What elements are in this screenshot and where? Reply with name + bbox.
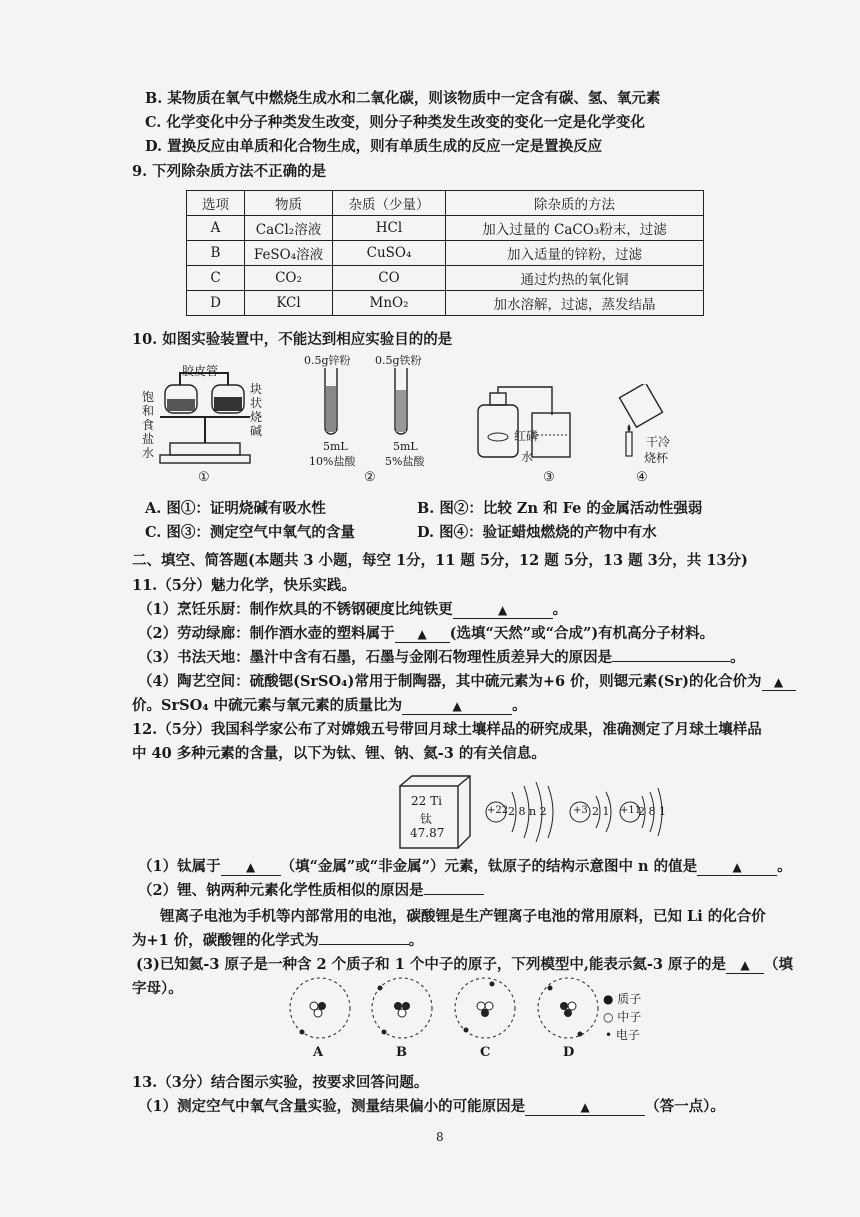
water-label: 水 xyxy=(521,450,534,464)
answer-marker: ▲ xyxy=(773,675,784,689)
table-cell: 加水溶解，过滤，蒸发结晶 xyxy=(446,291,704,316)
answer-marker: ▲ xyxy=(732,860,742,874)
q12-part2 xyxy=(138,879,484,900)
q10-option-d: D. 图④：验证蜡烛燃烧的产物中有水 xyxy=(417,524,657,541)
li-atom-shells: 2 1 xyxy=(592,805,610,818)
caustic-soda-label: 块状烧碱 xyxy=(250,382,263,438)
na-atom-core: +11 xyxy=(620,805,642,816)
na-atom-shells: 2 8 1 xyxy=(638,805,666,818)
table-cell: 加入过量的 CaCO₃粉末，过滤 xyxy=(446,216,704,241)
table-cell: MnO₂ xyxy=(333,291,446,316)
legend-neutron-text: 中子 xyxy=(617,1010,642,1024)
table-row xyxy=(187,216,704,241)
q11-part3 xyxy=(138,646,745,667)
table-cell: 加入适量的锌粉，过滤 xyxy=(446,241,704,266)
q11-part2-text: （2）劳动绿廊：制作酒水壶的塑料属于 xyxy=(138,625,395,642)
ti-symbol: Ti xyxy=(430,794,442,808)
q12-part4-tail: （填 xyxy=(764,956,794,973)
test-tubes-figure xyxy=(310,368,420,438)
helium-atom-models xyxy=(280,972,610,1052)
table-header: 选项 xyxy=(187,191,245,216)
q12-part2-text: （2）锂、钠两种元素化学性质相似的原因是 xyxy=(138,882,424,899)
q11-part1-text: （1）烹饪乐厨：制作炊具的不锈钢硬度比纯铁更 xyxy=(138,601,453,618)
table-cell: CaCl₂溶液 xyxy=(245,216,333,241)
q11-part3-text: （3）书法天地：墨汁中含有石墨，石墨与金刚石物理性质差异大的原因是 xyxy=(138,649,613,666)
tube1-volume: 5mL xyxy=(323,440,348,453)
table-cell: FeSO₄溶液 xyxy=(245,241,333,266)
q13-stem: 13.（3分）结合图示实验，按要求回答问题。 xyxy=(132,1074,429,1091)
q12-part4-line1 xyxy=(136,953,793,974)
ti-number-line xyxy=(411,794,442,808)
table-cell: CO₂ xyxy=(245,266,333,291)
page-number: 8 xyxy=(436,1130,444,1144)
q11-part4-text2: 价。SrSO₄ 中硫元素与氧元素的质量比为 xyxy=(132,697,403,714)
figure-number-1: ① xyxy=(198,470,210,485)
answer-blank[interactable] xyxy=(319,944,409,945)
q10-option-c: C. 图③：测定空气中氧气的含量 xyxy=(145,524,355,541)
table-row xyxy=(187,291,704,316)
table-row xyxy=(187,266,704,291)
figure-number-2: ② xyxy=(364,470,376,485)
q10-option-b: B. 图②：比较 Zn 和 Fe 的金属活动性强弱 xyxy=(417,500,703,517)
answer-blank[interactable] xyxy=(221,858,281,876)
legend-proton-text: 质子 xyxy=(617,992,642,1006)
q13-part1-tail: （答一点）。 xyxy=(645,1098,725,1115)
li-atom-core: +3 xyxy=(573,805,588,816)
q11-part4-cont xyxy=(132,694,527,715)
legend-neutron: ○ 中子 xyxy=(603,1010,642,1024)
tube2-acid: 5%盐酸 xyxy=(385,455,425,468)
q12-part1-tail: （填“金属”或“非金属”）元素，钛原子的结构示意图中 n 的值是 xyxy=(280,858,698,875)
ti-mass: 47.87 xyxy=(410,826,445,840)
table-cell: CuSO₄ xyxy=(333,241,446,266)
period: 。 xyxy=(777,858,792,875)
answer-marker: ▲ xyxy=(245,860,256,874)
model-label-d: D xyxy=(563,1045,575,1060)
table-cell: 通过灼热的氧化铜 xyxy=(446,266,704,291)
q12-part4-line2: 字母）。 xyxy=(132,980,183,997)
ti-atomic-number: 22 xyxy=(411,794,427,808)
iron-powder-label: 0.5g铁粉 xyxy=(375,354,422,367)
q8-option-c: C. 化学变化中分子种类发生改变，则分子种类发生改变的变化一定是化学变化 xyxy=(145,114,645,131)
answer-blank[interactable] xyxy=(726,956,764,974)
table-cell: D xyxy=(187,291,245,316)
tube2-volume: 5mL xyxy=(393,440,418,453)
dry-cold-label: 干冷 xyxy=(646,435,671,449)
answer-marker: ▲ xyxy=(580,1100,590,1114)
answer-marker: ▲ xyxy=(417,627,427,641)
table-header: 物质 xyxy=(245,191,333,216)
q13-part1-text: （1）测定空气中氧气含量实验，测量结果偏小的可能原因是 xyxy=(138,1098,526,1115)
answer-blank[interactable] xyxy=(525,1098,645,1116)
answer-blank[interactable] xyxy=(395,625,450,643)
q11-part4 xyxy=(138,670,796,691)
table-cell: HCl xyxy=(333,216,446,241)
answer-blank[interactable] xyxy=(697,858,777,876)
period: 。 xyxy=(512,697,527,714)
q9-stem: 9. 下列除杂质方法不正确的是 xyxy=(132,163,327,180)
legend-electron-text: 电子 xyxy=(615,1028,640,1042)
q8-option-d: D. 置换反应由单质和化合物生成，则有单质生成的反应一定是置换反应 xyxy=(145,138,603,155)
red-phosphorus-label: 红磷 xyxy=(514,429,539,443)
answer-blank[interactable] xyxy=(612,661,730,662)
table-cell: B xyxy=(187,241,245,266)
figure-number-3: ③ xyxy=(543,470,555,485)
answer-marker: ▲ xyxy=(452,699,462,713)
tube1-acid: 10%盐酸 xyxy=(309,455,356,468)
q12-part1 xyxy=(138,855,792,876)
period: 。 xyxy=(552,601,568,618)
q12-part1-text: （1）钛属于 xyxy=(138,858,221,875)
q10-option-a: A. 图①：证明烧碱有吸水性 xyxy=(145,500,326,517)
q11-part2-tail: (选填“天然”或“合成”)有机高分子材料。 xyxy=(449,625,715,642)
q12-stem-line1: 12.（5分）我国科学家公布了对嫦娥五号带回月球土壤样品的研究成果，准确测定了月球土壤样品 xyxy=(132,721,762,738)
answer-marker: ▲ xyxy=(497,603,508,617)
q12-part3-line1: 锂离子电池为手机等内部常用的电池，碳酸锂是生产锂离子电池的常用原料，已知 Li 的化合价 xyxy=(160,908,766,925)
period: 。 xyxy=(730,649,745,666)
q12-part3-line2 xyxy=(132,929,423,950)
table-cell: C xyxy=(187,266,245,291)
table-header: 除杂质的方法 xyxy=(446,191,704,216)
model-label-c: C xyxy=(480,1045,491,1060)
q12-part3-text: 为+1 价，碳酸锂的化学式为 xyxy=(132,932,319,949)
model-label-b: B xyxy=(396,1045,407,1060)
table-cell: A xyxy=(187,216,245,241)
table-cell: CO xyxy=(333,266,446,291)
ti-atom-shells: 2 8 n 2 xyxy=(508,805,547,818)
section-2-heading: 二、填空、简答题(本题共 3 小题，每空 1分，11 题 5分，12 题 5分，13 题 3分，共 13分) xyxy=(132,552,748,569)
q10-stem: 10. 如图实验装置中，不能达到相应实验目的的是 xyxy=(132,331,453,348)
table-row xyxy=(187,241,704,266)
q11-part2 xyxy=(138,622,714,643)
q13-part1 xyxy=(138,1095,725,1116)
answer-blank[interactable] xyxy=(402,697,512,715)
answer-blank[interactable] xyxy=(762,673,796,691)
period: 。 xyxy=(408,932,424,949)
q9-table xyxy=(186,190,704,316)
answer-blank[interactable] xyxy=(453,601,553,619)
saltwater-label: 饱和食盐水 xyxy=(142,390,155,460)
answer-blank[interactable] xyxy=(424,894,484,895)
q11-part4-text: （4）陶艺空间：硫酸锶(SrSO₄)常用于制陶器，其中硫元素为+6 价，则锶元素(Sr)的化合价为 xyxy=(138,673,762,690)
tube-label: 胶皮管 xyxy=(182,364,219,378)
q8-option-b: B. 某物质在氧气中燃烧生成水和二氧化碳，则该物质中一定含有碳、氢、氧元素 xyxy=(145,90,661,107)
table-header: 杂质（少量） xyxy=(333,191,446,216)
ti-name: 钛 xyxy=(420,812,433,826)
ti-atom-core: +22 xyxy=(487,805,509,816)
q11-stem: 11.（5分）魅力化学，快乐实践。 xyxy=(132,577,356,594)
model-label-a: A xyxy=(313,1045,324,1060)
q11-part1 xyxy=(138,598,567,619)
legend-proton: ● 质子 xyxy=(603,992,642,1006)
answer-marker: ▲ xyxy=(740,958,750,972)
zinc-powder-label: 0.5g锌粉 xyxy=(304,354,351,367)
table-header-row xyxy=(187,191,704,216)
q12-part4-text: (3)已知氦-3 原子是一种含 2 个质子和 1 个中子的原子，下列模型中,能表示氦-3 原子的是 xyxy=(136,956,727,973)
legend-electron: • 电子 xyxy=(605,1028,640,1042)
table-cell: KCl xyxy=(245,291,333,316)
beaker-label: 烧杯 xyxy=(644,451,669,465)
figure-number-4: ④ xyxy=(636,470,648,485)
q12-stem-line2: 中 40 多种元素的含量，以下为钛、锂、钠、氦-3 的有关信息。 xyxy=(132,745,546,762)
